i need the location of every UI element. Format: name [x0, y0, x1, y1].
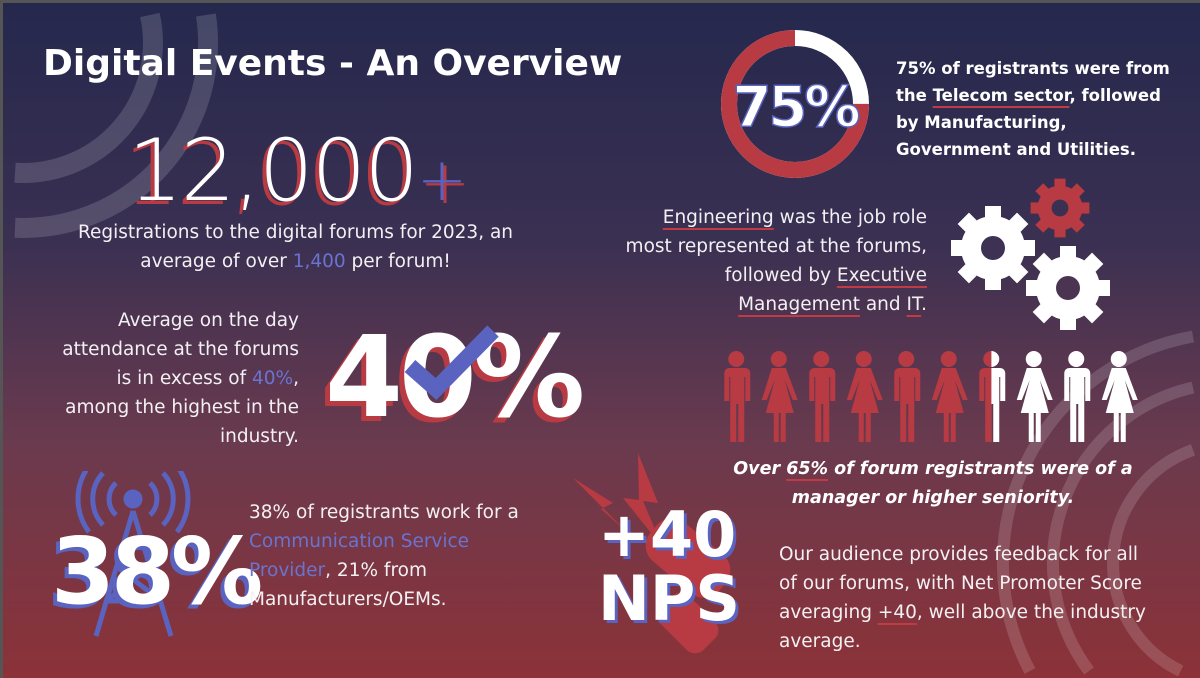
registrations-stat: 12,000+ [128, 121, 466, 221]
csp-text: 38% of registrants work for a Communication Service Provider, 21% from Manufacturers/OEMs. [249, 502, 519, 610]
person-figure [932, 351, 968, 442]
page-title: Digital Events - An Overview [43, 43, 623, 84]
nps-text: Our audience provides feedback for all of our forums, with Net Promoter Score averaging +40, well above the industry average. [779, 544, 1146, 652]
checkmark-icon [398, 321, 508, 401]
people-icon [715, 350, 1140, 450]
person-figure [1102, 351, 1138, 442]
roles-text: Engineering was the job role most represented at the forums, followed by Executive Management and IT. [625, 207, 927, 315]
seniority-text: Over 65% of forum registrants were of a manager or higher seniority. [733, 459, 1133, 508]
person-figure [847, 351, 883, 442]
csp-stat: 38% [51, 518, 260, 625]
person-figure [1017, 351, 1053, 442]
infographic-slide [3, 3, 1200, 678]
person-figure [894, 351, 920, 442]
attendance-stat: 40% [325, 313, 582, 443]
telecom-text: 75% of registrants were from the Telecom sector, followed by Manufacturing, Government and Utilities. [896, 59, 1170, 159]
telecom-stat: 75% [732, 75, 858, 140]
nps-stat: +40 NPS [598, 498, 740, 635]
gears-icon [948, 178, 1118, 338]
telecom-donut [715, 28, 875, 188]
registrations-text: Registrations to the digital forums for 2023, an average of over 1,400 per forum! [77, 222, 514, 272]
person-figure [762, 351, 798, 442]
attendance-text: Average on the day attendance at the forums is in excess of 40%, among the highest in the industry. [62, 310, 299, 447]
person-figure [1064, 351, 1090, 442]
person-figure [724, 351, 750, 442]
person-figure [809, 351, 835, 442]
